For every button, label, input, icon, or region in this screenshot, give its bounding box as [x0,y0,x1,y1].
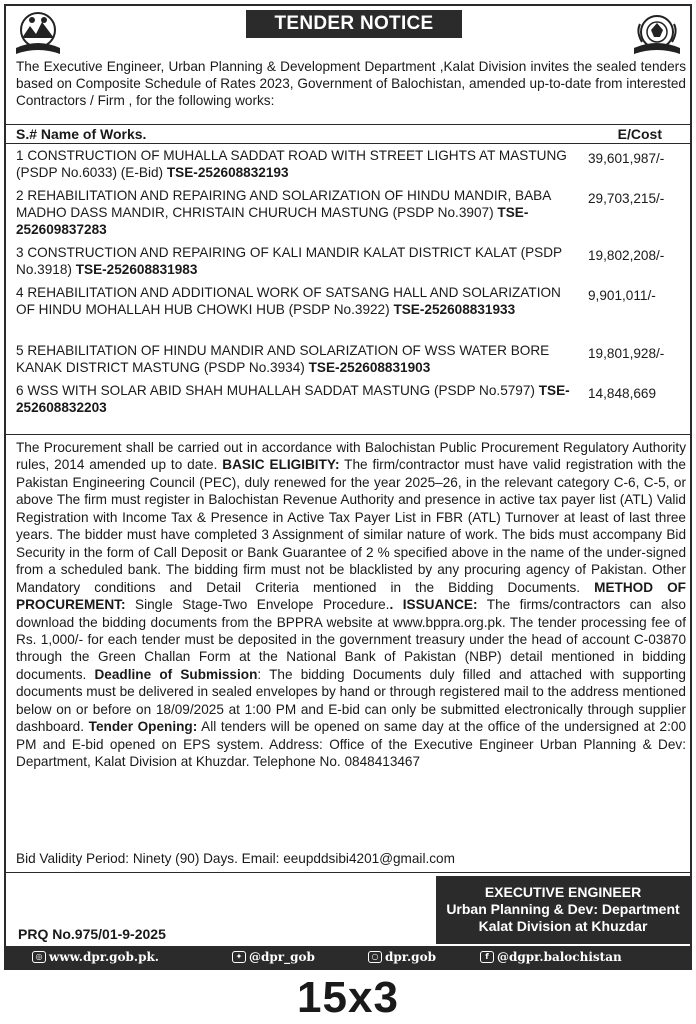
works-list [6,147,690,422]
globe-icon: ◎ [32,951,46,963]
work-number: 3 [16,245,24,260]
opening-text: All tenders will be opened on same day at the office of the undersigned at 2:00 PM and E-bid opened on EPS system. Address: Office of the Executive Engineer Urban Planning & Dev: Department, Kalat Division at Khuzdar. Telephone No. 0848413467 [16,719,687,770]
twitter-handle[interactable]: @dpr_gob [249,950,315,964]
terms-paragraph: The Procurement shall be carried out in accordance with Balochistan Public Procurement Regulatory Authority rules, 2014 amended up to date. BASIC ELIGIBITY: The firm/contractor must have valid registration with the Pakistan Engineering Council (PEC), duly renewed for the year 2025–26, in the relevant category C-6, C-5, or above The firm must register in Balochistan Revenue Authority and presence in active tax payer list (ATL) Valid Registration with Income Tax & Presence in Active Tax Payer List in FBR (ATL) Turnover at least of last three years. The bidder must have completed 3 Assignment of similar nature of work. The bids must accompany Bid Security in the form of Call Deposit or Bank Guarantee of 2 % specified above in the name of the under-signed from a scheduled bank. The bidding firm must not be blacklisted by any procuring agency of Pakistan. Other Mandatory conditions and Detail Criteria mentioned in the Bidding Documents. METHOD OF PROCUREMENT: Single Stage-Two Envelope Procedure.. ISSUANCE: The firms/contractors can also download the bidding documents from the BPPRA website at www.bppra.org.pk. The tender processing fee of Rs. 1,000/- for each tender must be deposited in the government treasury under the head of account C-03870 through the Green Challan Form at the National Bank of Pakistan (NBP) detail mentioned in bidding documents. Deadline of Submission: The bidding Documents duly filled and attached with supporting documents must be delivered in sealed envelopes by hand or through registered mail to the address mentioned below on or before on 18/09/2025 at 1:00 PM and E-bid can only be submitted electronically through supplier dashboard. Tender Opening: All tenders will be opened on same day at the office of the undersigned at 2:00 PM and E-bid opened on EPS system. Address: Office of the Executive Engineer Urban Planning & Dev: Department, Kalat Division at Khuzdar. Telephone No. 0848413467 [16,440,687,770]
website-link[interactable]: www.dpr.gob.pk. [49,950,159,964]
work-row [6,147,690,187]
method-text: Single Stage-Two Envelope Procedure. [135,597,390,613]
facebook-handle[interactable]: @dgpr.balochistan [497,950,622,964]
work-name: CONSTRUCTION OF MUHALLA SADDAT ROAD WITH STREET LIGHTS AT MASTUNG (PSDP No.6033) (E-Bid) [16,148,567,180]
work-row [6,342,690,382]
procurement-rules-text: The Procurement shall be carried out in accordance with Balochistan Public Procurement Regulatory Authority rules, 2014 amended up to date. [16,440,686,473]
bid-validity-text: Bid Validity Period: Ninety (90) Days. Email: eeupddsibi4201@gmail.com [16,851,455,866]
intro-paragraph: The Executive Engineer, Urban Planning & Development Department ,Kalat Division invites the sealed tenders based on Composite Schedule of Rates 2023, Government of Balochistan, amended up-to-date from interested Contractors / Firm , for the following works: [16,59,686,108]
work-row [6,187,690,244]
signatory-division: Kalat Division at Khuzdar [478,918,648,934]
work-name: REHABILITATION AND REPAIRING AND SOLARIZATION OF HINDU MANDIR, BABA MADHO DASS MANDIR, CHRISTAIN CHURUCH MASTUNG (PSDP No.3907) [16,188,551,220]
work-name: WSS WITH SOLAR ABID SHAH MUHALLAH SADDAT MASTUNG (PSDP No.5797) [27,383,535,398]
work-name: CONSTRUCTION AND REPAIRING OF KALI MANDIR KALAT DISTRICT KALAT (PSDP No.3918) [16,245,562,277]
method-heading: METHOD OF PROCUREMENT: [16,579,686,613]
work-cost: 9,901,011/- [588,288,656,303]
work-number: 2 [16,188,24,203]
tse-reference: TSE-252608831983 [75,262,198,277]
eligibility-heading: BASIC ELIGIBITY: [222,457,340,473]
work-cost: 19,801,928/- [588,346,665,361]
column-header-works: S.# Name of Works. [16,126,147,142]
twitter-icon: ✦ [232,951,246,963]
tse-reference: TSE-252608832193 [166,165,289,180]
instagram-handle[interactable]: dpr.gob [385,950,436,964]
signatory-title: EXECUTIVE ENGINEER [484,884,642,900]
issuance-heading: ISSUANCE: [402,597,478,613]
work-number: 5 [16,343,24,358]
work-name: REHABILITATION AND ADDITIONAL WORK OF SATSANG HALL AND SOLARIZATION OF HINDU MOHALLAH HUB CHOWKI HUB (PSDP No.3922) [16,285,561,317]
prq-number: PRQ No.975/01-9-2025 [18,926,166,942]
tender-notice [4,4,692,970]
notice-title: TENDER NOTICE [246,10,462,38]
section-divider [6,434,690,435]
department-emblem-icon [10,8,66,58]
tse-reference: TSE-252608831903 [308,360,431,375]
work-row [6,382,690,422]
footer-divider [6,872,690,873]
work-cost: 29,703,215/- [588,191,665,206]
column-header-cost: E/Cost [617,126,662,142]
deadline-heading: Deadline of Submission [94,666,258,682]
notice-header [6,6,690,58]
issuance-text: The firms/contractors can also download the bidding documents from the BPPRA website at www.bppra.org.pk. The tender processing fee of Rs. 1,000/- for each tender must be deposited in the government treasury under the head of account C-03870 through the Green Challan Form at the National Bank of Pakistan (NBP) detail mentioned in bidding documents. [16,597,686,682]
work-row [6,244,690,284]
work-cost: 19,802,208/- [588,248,665,263]
tse-reference: TSE-252609837283 [16,205,529,237]
balochistan-government-seal-icon [630,10,684,60]
work-number: 1 [16,148,24,163]
work-name: REHABILITATION OF HINDU MANDIR AND SOLARIZATION OF WSS WATER BORE KANAK DISTRICT MASTUNG (PSDP No.3934) [16,343,550,375]
facebook-icon: f [480,951,494,963]
social-media-bar [6,946,690,968]
eligibility-text: The firm/contractor must have valid registration with the Pakistan Engineering Council (PEC), duly renewed for the year 2025–26, in the relevant category C-6, C-5, or above The firm must register in Balochistan Revenue Authority and presence in active tax payer list (ATL) Valid Registration with Income Tax & Presence in Active Tax Payer List in FBR (ATL) Turnover at least of last three years. The bidder must have completed 3 Assignment of similar nature of work. The bids must accompany Bid Security in the form of Call Deposit or Bank Guarantee of 2 % specified above in the name of the under-signed from a scheduled bank. The bidding firm must not be blacklisted by any procuring agency of Pakistan. Other Mandatory conditions and Detail Criteria mentioned in the Bidding Documents. [16,457,686,595]
instagram-icon: ○ [368,951,382,963]
signatory-department: Urban Planning & Dev: Department [446,901,680,917]
work-cost: 39,601,987/- [588,151,665,166]
tse-reference: TSE-252608831933 [393,302,516,317]
work-number: 4 [16,285,24,300]
signature-block [436,876,690,944]
work-row [6,284,690,342]
ad-size-code: 15x3 [297,973,399,1022]
deadline-text: : The bidding Documents duly filled and attached with supporting documents must be delivered in sealed envelopes by hand or through registered mail to the address mentioned below on or before on 18/09/2025 at 1:00 PM and E-bid can only be submitted electronically through supplier dashboard. [16,666,686,735]
work-cost: 14,848,669 [588,386,657,401]
works-table-header [6,124,690,144]
tse-reference: TSE-252608832203 [16,383,570,415]
opening-heading: Tender Opening: [88,719,198,735]
work-number: 6 [16,383,24,398]
